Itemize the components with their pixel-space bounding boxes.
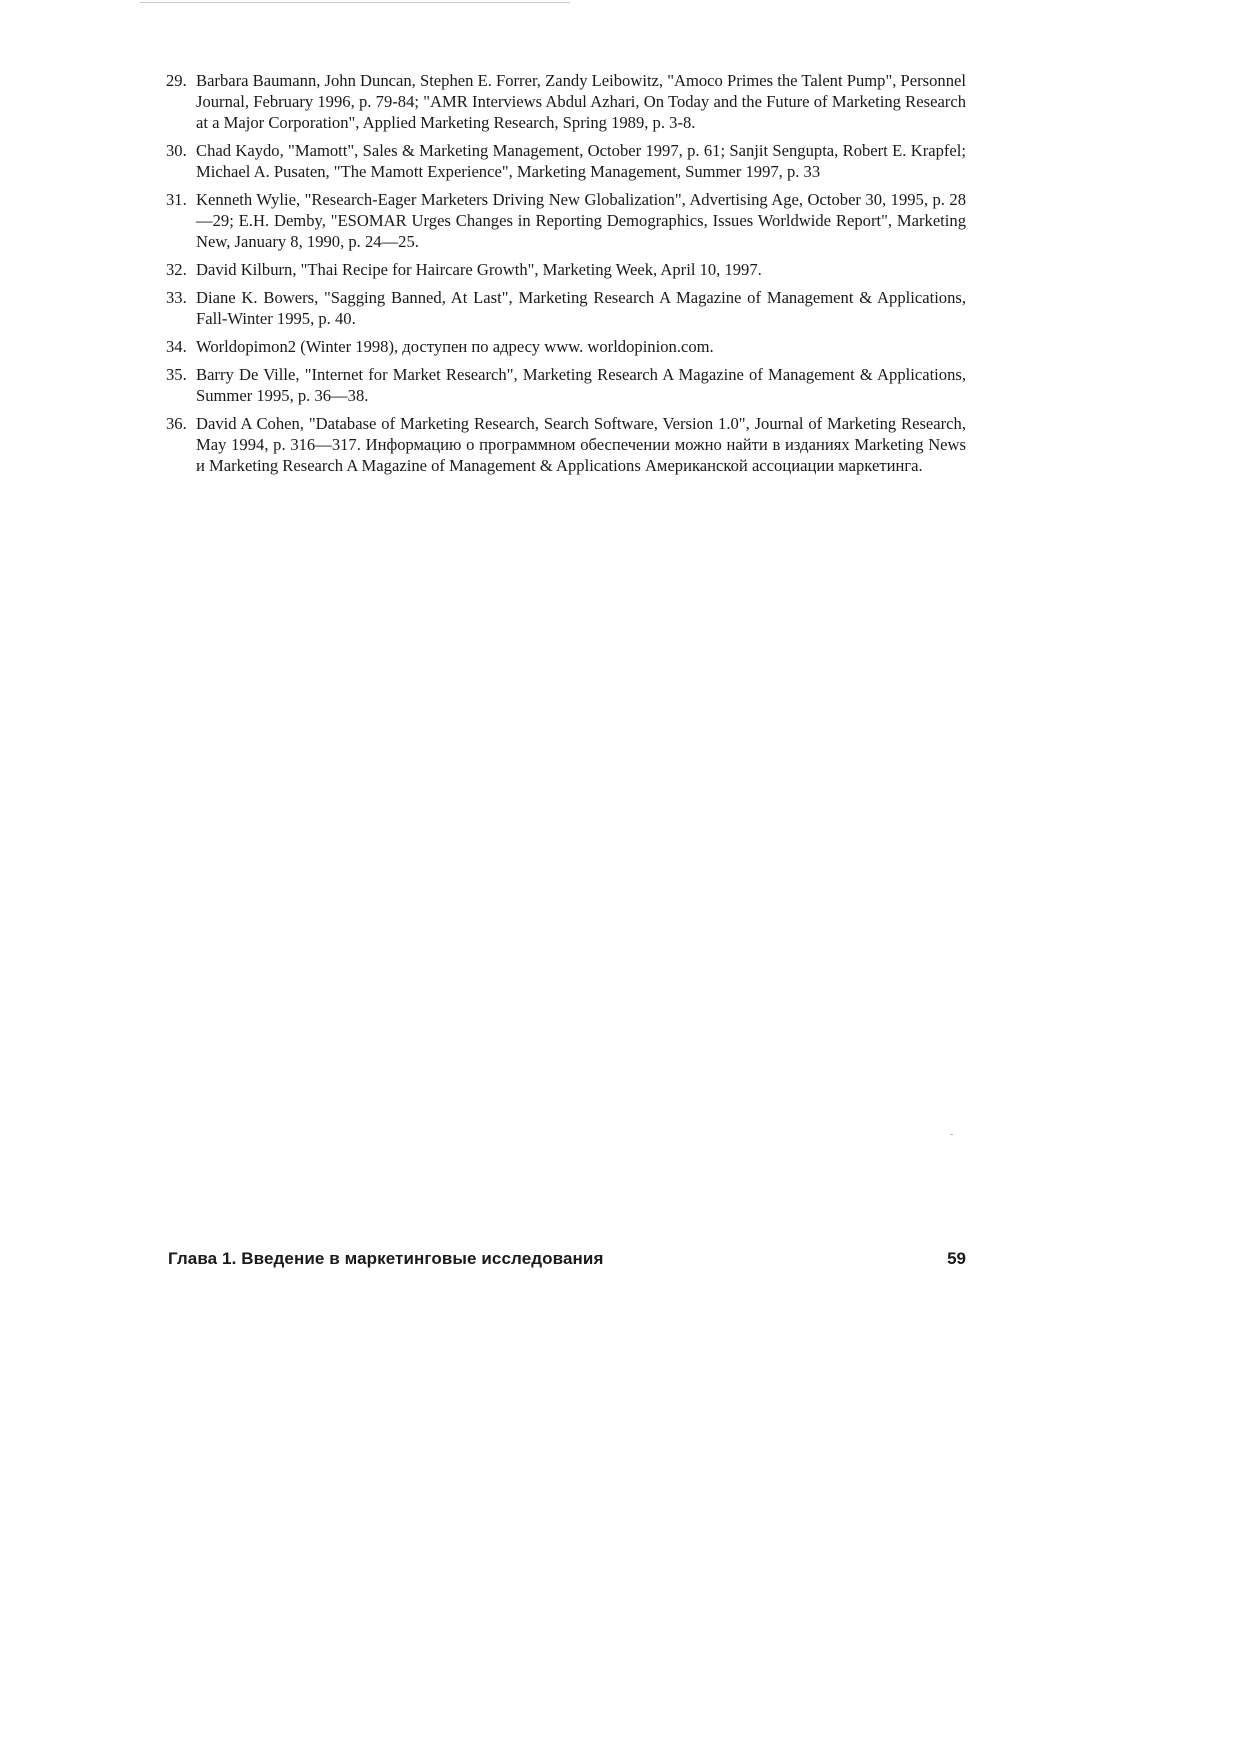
- reference-34: [166, 336, 966, 357]
- reference-31: [166, 189, 966, 252]
- reference-list: [166, 70, 966, 483]
- reference-text: Worldopimon2 (Winter 1998), доступен по адресу www. worldopinion.com.: [196, 337, 714, 356]
- reference-text: Kenneth Wylie, "Research-Eager Marketers Driving New Globalization", Advertising Age, October 30, 1995, p. 28—29; E.H. Demby, "ESOMAR Urges Changes in Reporting Demographics, Issues Worldwide Report", Marketing New, January 8, 1990, p. 24—25.: [196, 190, 966, 251]
- reference-36: [166, 413, 966, 476]
- reference-number: 33.: [166, 288, 187, 307]
- reference-text: Barbara Baumann, John Duncan, Stephen E. Forrer, Zandy Leibowitz, "Amoco Primes the Talent Pump", Personnel Journal, February 1996, p. 79-84; "AMR Interviews Abdul Azhari, On Today and the Future of Marketing Research at a Major Corporation", Applied Marketing Research, Spring 1989, p. 3-8.: [196, 71, 966, 132]
- reference-number: 31.: [166, 190, 187, 209]
- reference-32: [166, 259, 966, 280]
- scan-speck: [950, 1134, 953, 1135]
- reference-number: 36.: [166, 414, 187, 433]
- reference-number: 30.: [166, 141, 187, 160]
- reference-number: 32.: [166, 260, 187, 279]
- top-rule: [140, 2, 570, 3]
- reference-35: [166, 364, 966, 406]
- reference-29: [166, 70, 966, 133]
- reference-text: Diane K. Bowers, "Sagging Banned, At Last", Marketing Research A Magazine of Management & Applications, Fall-Winter 1995, p. 40.: [196, 288, 966, 328]
- reference-33: [166, 287, 966, 329]
- reference-text: David Kilburn, "Thai Recipe for Haircare Growth", Marketing Week, April 10, 1997.: [196, 260, 762, 279]
- reference-text: Chad Kaydo, "Mamott", Sales & Marketing Management, October 1997, p. 61; Sanjit Sengupta, Robert E. Krapfel; Michael A. Pusaten, "The Mamott Experience", Marketing Management, Summer 1997, p. 33: [196, 141, 966, 181]
- reference-number: 34.: [166, 337, 187, 356]
- reference-number: 29.: [166, 71, 187, 90]
- chapter-title: Глава 1. Введение в маркетинговые исследования: [168, 1249, 604, 1268]
- reference-30: [166, 140, 966, 182]
- reference-text: Barry De Ville, "Internet for Market Research", Marketing Research A Magazine of Management & Applications, Summer 1995, p. 36—38.: [196, 365, 966, 405]
- reference-text: David A Cohen, "Database of Marketing Research, Search Software, Version 1.0", Journal of Marketing Research, May 1994, p. 316—317. Информацию о программном обеспечении можно найти в изданиях Marketing News и Marketing Research A Magazine of Management & Applications Американской ассоциации маркетинга.: [196, 414, 966, 475]
- page-number: 59: [947, 1249, 966, 1268]
- reference-number: 35.: [166, 365, 187, 384]
